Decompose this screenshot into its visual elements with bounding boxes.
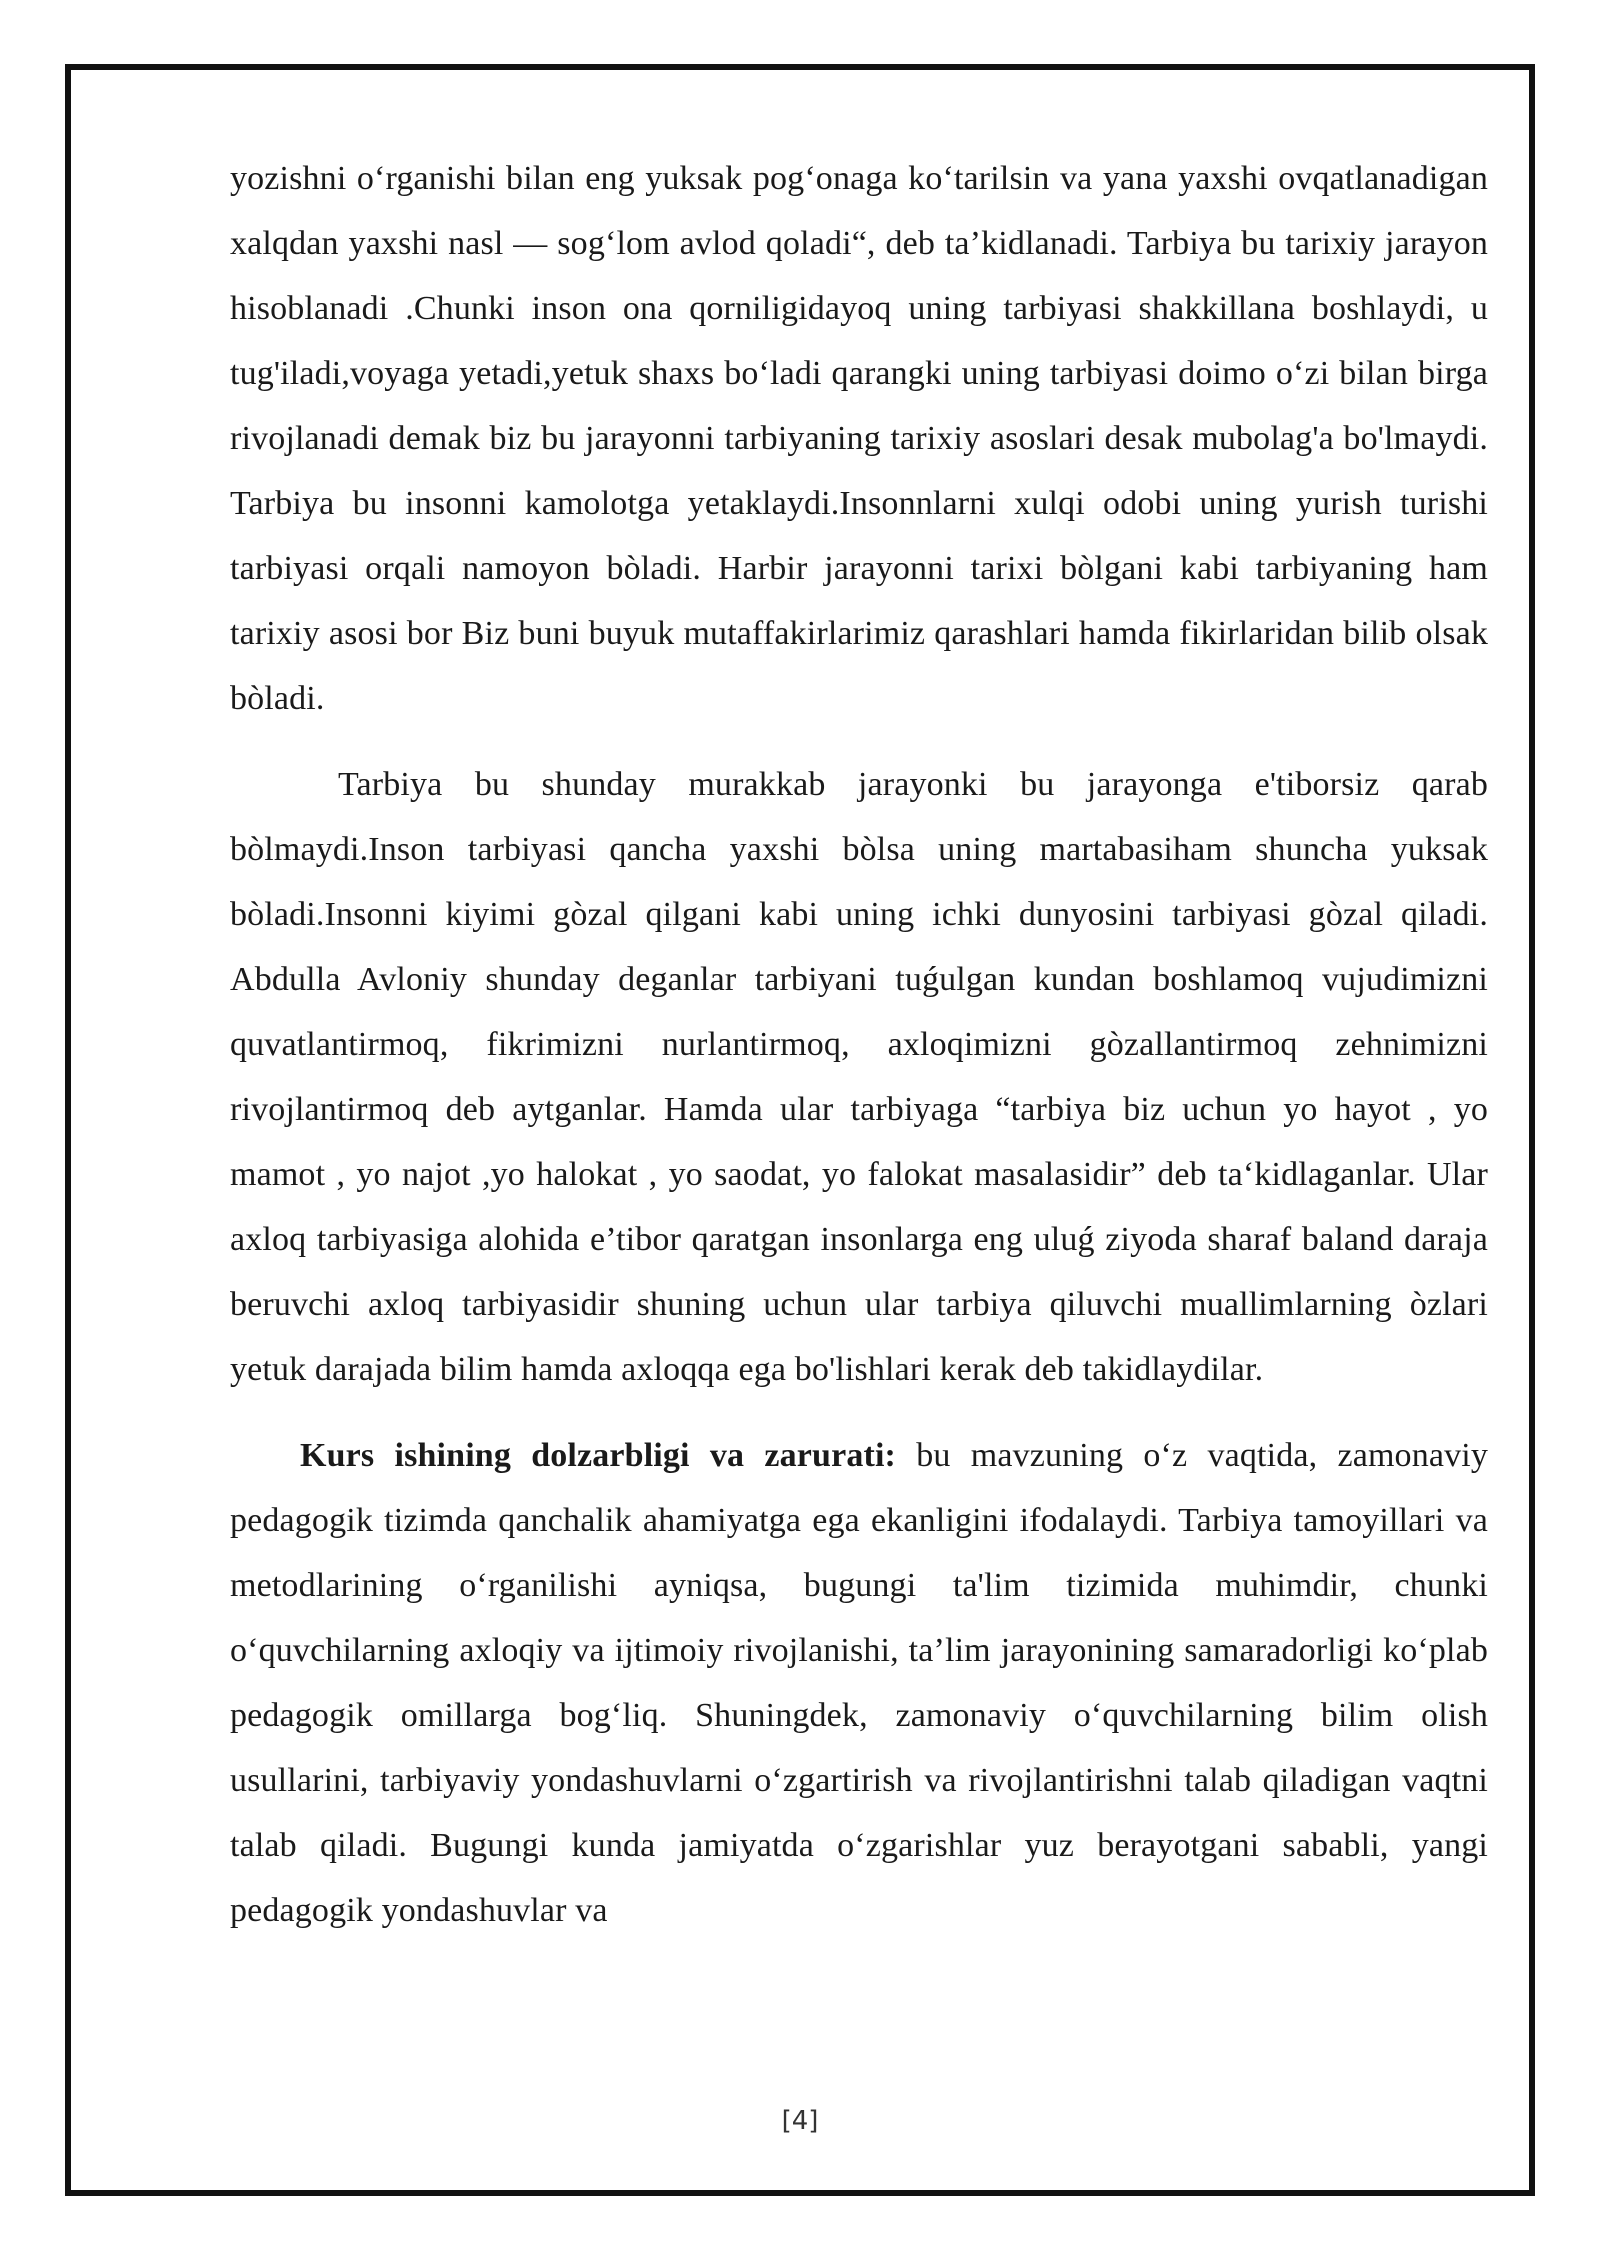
section-text: bu mavzuning o‘z vaqtida, zamonaviy pedagogik tizimda qanchalik ahamiyatga ega ekanligini ifodalaydi. Tarbiya tamoyillari va metodlarining o‘rganilishi ayniqsa, bugungi ta'lim tizimida muhimdir, chunki o‘quvchilarning axloqiy va ijtimoiy rivojlanishi, ta’lim jarayonining samaradorligi ko‘plab pedagogik omillarga bog‘liq. Shuningdek, zamonaviy o‘quvchilarning bilim olish usullarini, tarbiyaviy yondashuvlarni o‘zgartirish va rivojlantirishni talab qiladigan vaqtni talab qiladi. Bugungi kunda jamiyatda o‘zgarishlar yuz berayotgani sababli, yangi pedagogik yondashuvlar va [230,1437,1488,1929]
paragraph-3 [230,1423,1488,1943]
page-body [230,146,1488,1943]
page-number: [4] [781,2106,819,2136]
paragraph-2: Tarbiya bu shunday murakkab jarayonki bu jarayonga e'tiborsiz qarab bòlmaydi.Inson tarbiyasi qancha yaxshi bòlsa uning martabasiham shuncha yuksak bòladi.Insonni kiyimi gòzal qilgani kabi uning ichki dunyosini tarbiyasi gòzal qiladi. Abdulla Avloniy shunday deganlar tarbiyani tuǵulgan kundan boshlamoq vujudimizni quvatlantirmoq, fikrimizni nurlantirmoq, axloqimizni gòzallantirmoq zehnimizni rivojlantirmoq deb aytganlar. Hamda ular tarbiyaga “tarbiya biz uchun yo hayot , yo mamot , yo najot ,yo halokat , yo saodat, yo falokat masalasidir” deb ta‘kidlaganlar. Ular axloq tarbiyasiga alohida e’tibor qaratgan insonlarga eng uluǵ ziyoda sharaf baland daraja beruvchi axloq tarbiyasidir shuning uchun ular tarbiya qiluvchi muallimlarning òzlari yetuk darajada bilim hamda axloqqa ega bo'lishlari kerak deb takidlaydilar. [230,766,1488,1388]
paragraph-1: yozishni o‘rganishi bilan eng yuksak pog‘onaga ko‘tarilsin va yana yaxshi ovqatlanadigan xalqdan yaxshi nasl — sog‘lom avlod qoladi“, deb ta’kidlanadi. Tarbiya bu tarixiy jarayon hisoblanadi .Chunki inson ona qorniligidayoq uning tarbiyasi shakkillana boshlaydi, u tug'iladi,voyaga yetadi,yetuk shaxs bo‘ladi qarangki uning tarbiyasi doimo o‘zi bilan birga rivojlanadi demak biz bu jarayonni tarbiyaning tarixiy asoslari desak mubolag'a bo'lmaydi. Tarbiya bu insonni kamolotga yetaklaydi.Insonnlarni xulqi odobi uning yurish turishi tarbiyasi orqali namoyon bòladi. Harbir jarayonni tarixi bòlgani kabi tarbiyaning ham tarixiy asosi bor Biz buni buyuk mutaffakirlarimiz qarashlari hamda fikirlaridan bilib olsak bòladi. [230,160,1488,717]
section-heading: Kurs ishining dolzarbligi va zarurati: [300,1437,897,1474]
